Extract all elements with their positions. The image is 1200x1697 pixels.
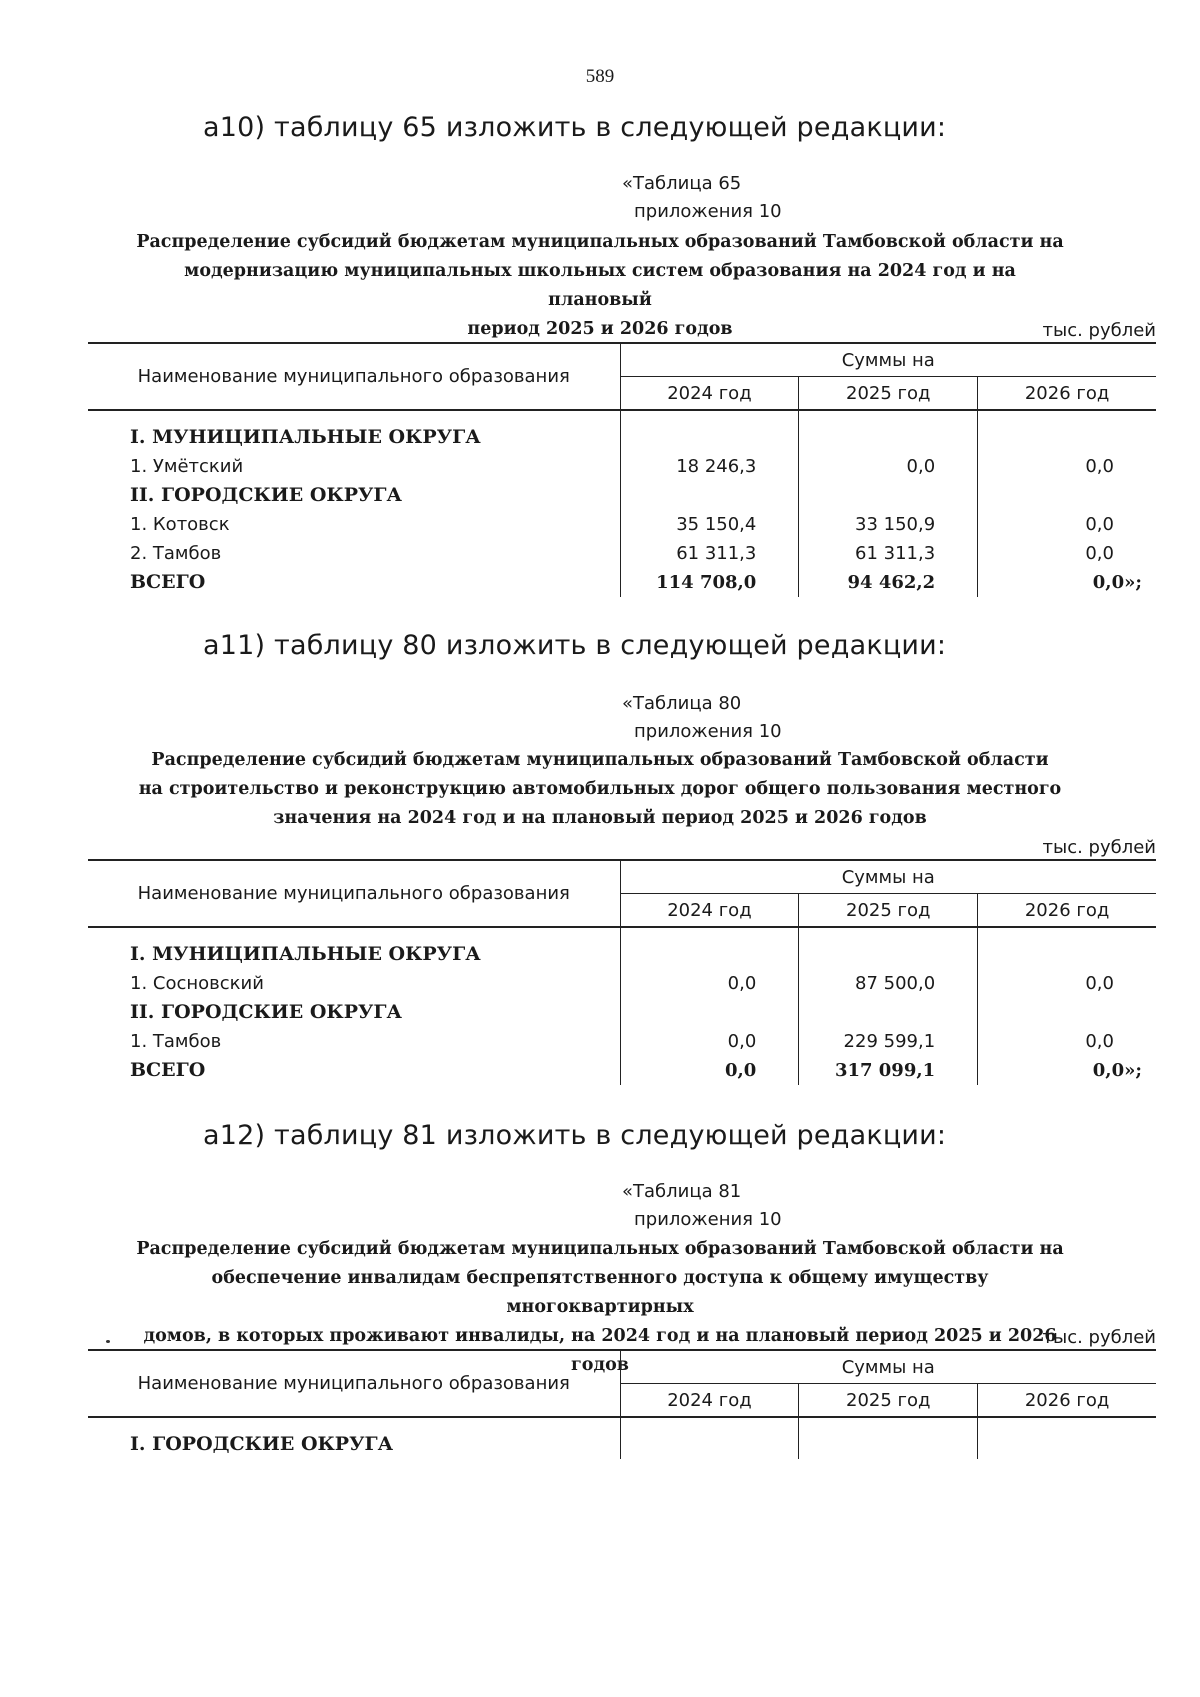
row-name: 1. Котовск [130, 514, 230, 535]
table-row [88, 510, 1156, 539]
column-header-name: Наименование муниципального образования [88, 860, 620, 927]
table-title-line: период 2025 и 2026 годов [467, 319, 733, 339]
data-table [88, 1349, 1156, 1459]
row-value [620, 998, 799, 1027]
table-title-line: значения на 2024 год и на плановый период 2025 и 2026 годов [273, 808, 927, 828]
table-reference [622, 170, 782, 226]
row-value: 0,0 [978, 539, 1156, 568]
section-heading: а10) таблицу 65 изложить в следующей редакции: [203, 112, 947, 143]
table-title-line: домов, в которых проживают инвалиды, на 2024 год и на плановый период 2025 и 2026 годов [143, 1326, 1057, 1375]
column-header-year: 2026 год [978, 894, 1156, 928]
row-value: 0,0 [799, 452, 978, 481]
row-value: 114 708,0 [620, 568, 799, 597]
table-reference-line2: приложения 10 [634, 201, 782, 222]
table-reference-line1: «Таблица 80 [622, 693, 742, 714]
table-row-total [88, 1056, 1156, 1085]
column-header-name: Наименование муниципального образования [88, 1350, 620, 1417]
row-value [799, 1417, 978, 1459]
row-value [799, 998, 978, 1027]
row-value [799, 410, 978, 452]
column-header-sums: Суммы на [620, 860, 1156, 894]
table-title-line: Распределение субсидий бюджетам муниципальных образований Тамбовской области [151, 750, 1049, 770]
column-header-year: 2024 год [620, 377, 799, 411]
column-header-sums: Суммы на [620, 343, 1156, 377]
row-value: 61 311,3 [620, 539, 799, 568]
table-row [88, 452, 1156, 481]
row-value: 0,0 [978, 510, 1156, 539]
table-reference-line2: приложения 10 [634, 1209, 782, 1230]
row-value [978, 927, 1156, 969]
row-name: I. ГОРОДСКИЕ ОКРУГА [130, 1433, 394, 1455]
row-name: ВСЕГО [130, 571, 206, 593]
table-row [88, 410, 1156, 452]
table-title-line: обеспечение инвалидам беспрепятственного доступа к общему имуществу многоквартирных [211, 1268, 989, 1317]
table-title [130, 228, 1070, 344]
row-value [620, 1417, 799, 1459]
column-header-year: 2026 год [978, 1384, 1156, 1418]
row-value: 0,0 [978, 969, 1156, 998]
data-table [88, 342, 1156, 597]
row-value [978, 481, 1156, 510]
row-value [799, 927, 978, 969]
column-header-year: 2024 год [620, 894, 799, 928]
table-reference [622, 690, 782, 746]
row-value: 0,0 [620, 1027, 799, 1056]
row-value: 0,0 [978, 1027, 1156, 1056]
row-name: 1. Умётский [130, 456, 244, 477]
column-header-name: Наименование муниципального образования [88, 343, 620, 410]
row-value: 0,0 [620, 969, 799, 998]
row-name: 1. Тамбов [130, 1031, 222, 1052]
row-name: 2. Тамбов [130, 543, 222, 564]
page-number: 589 [585, 66, 615, 87]
table-row [88, 539, 1156, 568]
row-value [620, 410, 799, 452]
row-value [620, 927, 799, 969]
section-heading: а12) таблицу 81 изложить в следующей редакции: [203, 1120, 947, 1151]
row-name: 1. Сосновский [130, 973, 264, 994]
row-value: 0,0 [978, 452, 1156, 481]
unit-label: тыс. рублей [1042, 320, 1156, 341]
table-row [88, 927, 1156, 969]
table-title [130, 746, 1070, 833]
data-table [88, 859, 1156, 1085]
row-value [620, 481, 799, 510]
row-value: 0,0 [620, 1056, 799, 1085]
section-heading: а11) таблицу 80 изложить в следующей редакции: [203, 630, 947, 661]
table-title-line: Распределение субсидий бюджетам муниципальных образований Тамбовской области на [136, 232, 1064, 252]
table-title-line: модернизацию муниципальных школьных систем образования на 2024 год и на плановый [184, 261, 1016, 310]
unit-label: тыс. рублей [1042, 837, 1156, 858]
row-value [978, 1417, 1156, 1459]
column-header-year: 2025 год [799, 1384, 978, 1418]
column-header-year: 2024 год [620, 1384, 799, 1418]
row-value [978, 410, 1156, 452]
table-title-line: на строительство и реконструкцию автомобильных дорог общего пользования местного [138, 779, 1062, 799]
row-name: I. МУНИЦИПАЛЬНЫЕ ОКРУГА [130, 426, 481, 448]
table-reference-line1: «Таблица 65 [622, 173, 742, 194]
column-header-year: 2025 год [799, 377, 978, 411]
row-name: II. ГОРОДСКИЕ ОКРУГА [130, 1001, 402, 1023]
row-value: 0,0»; [978, 568, 1156, 597]
table-row [88, 1027, 1156, 1056]
unit-label: тыс. рублей [1042, 1327, 1156, 1348]
column-header-year: 2025 год [799, 894, 978, 928]
column-header-sums: Суммы на [620, 1350, 1156, 1384]
row-value: 87 500,0 [799, 969, 978, 998]
table-reference-line1: «Таблица 81 [622, 1181, 742, 1202]
column-header-year: 2026 год [978, 377, 1156, 411]
row-value: 35 150,4 [620, 510, 799, 539]
table-reference-line2: приложения 10 [634, 721, 782, 742]
table-title-line: Распределение субсидий бюджетам муниципальных образований Тамбовской области на [136, 1239, 1064, 1259]
table-reference [622, 1178, 782, 1234]
row-name: I. МУНИЦИПАЛЬНЫЕ ОКРУГА [130, 943, 481, 965]
table-row-total [88, 568, 1156, 597]
row-name: ВСЕГО [130, 1059, 206, 1081]
table-row [88, 998, 1156, 1027]
row-value: 317 099,1 [799, 1056, 978, 1085]
row-value: 229 599,1 [799, 1027, 978, 1056]
table-row [88, 1417, 1156, 1459]
row-value: 18 246,3 [620, 452, 799, 481]
table-row [88, 969, 1156, 998]
scan-artifact [106, 1340, 110, 1343]
row-value [978, 998, 1156, 1027]
table-row [88, 481, 1156, 510]
row-value [799, 481, 978, 510]
row-name: II. ГОРОДСКИЕ ОКРУГА [130, 484, 402, 506]
row-value: 94 462,2 [799, 568, 978, 597]
row-value: 0,0»; [978, 1056, 1156, 1085]
row-value: 33 150,9 [799, 510, 978, 539]
row-value: 61 311,3 [799, 539, 978, 568]
